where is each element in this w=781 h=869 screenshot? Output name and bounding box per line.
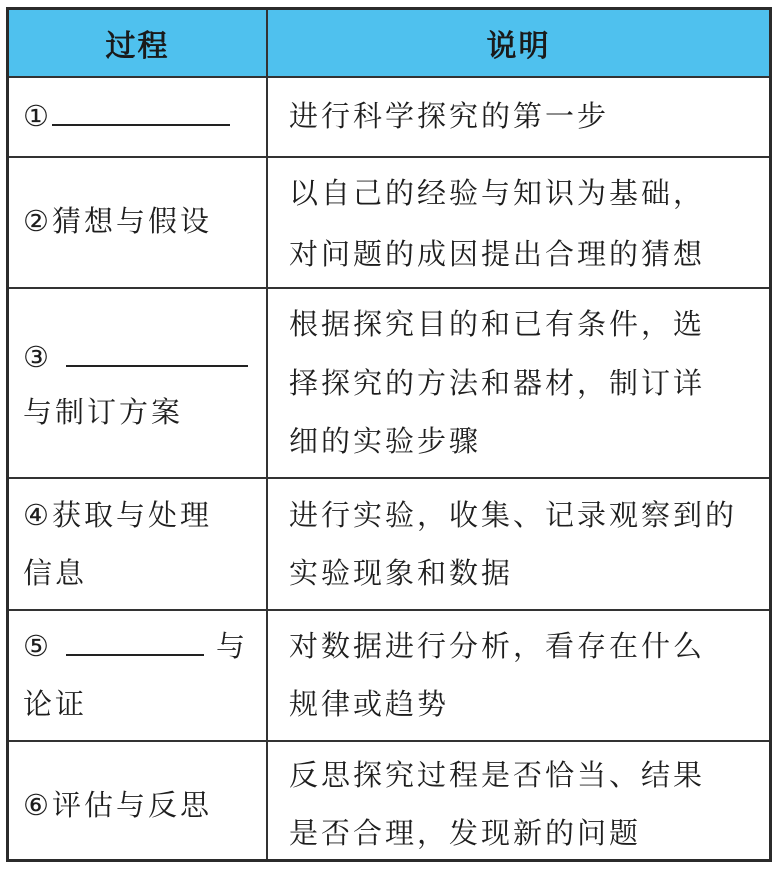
process-cell <box>9 289 268 477</box>
table-row <box>9 78 769 158</box>
explanation-line: 根据探究目的和已有条件，选 <box>289 307 706 341</box>
process-label: 猜想与假设 <box>52 204 213 238</box>
table-row <box>9 611 769 742</box>
explanation-line: 对问题的成因提出合理的猜想 <box>289 237 706 271</box>
explanation-line: 进行科学探究的第一步 <box>289 99 610 133</box>
header-cell-process <box>9 10 268 76</box>
process-cell <box>9 479 268 609</box>
explanation-line: 实验现象和数据 <box>289 556 514 590</box>
header-cell-explanation <box>268 10 769 76</box>
table-row <box>9 479 769 611</box>
process-cell <box>9 611 268 740</box>
table-header-row <box>9 10 769 78</box>
step-number: ① <box>23 99 49 133</box>
explanation-cell <box>268 611 769 740</box>
science-inquiry-table <box>6 7 772 862</box>
header-explanation-label: 说明 <box>486 29 551 64</box>
explanation-cell <box>268 158 769 287</box>
step-number: ④ <box>23 498 49 532</box>
explanation-line: 对数据进行分析，看存在什么 <box>289 629 706 663</box>
explanation-cell <box>268 78 769 156</box>
explanation-line: 择探究的方法和器材，制订详 <box>289 366 706 400</box>
explanation-cell <box>268 742 769 859</box>
process-label: 信息 <box>23 556 88 590</box>
table-row <box>9 158 769 289</box>
explanation-cell <box>268 289 769 477</box>
process-cell <box>9 742 268 859</box>
explanation-line: 以自己的经验与知识为基础， <box>289 176 706 210</box>
explanation-line: 是否合理，发现新的问题 <box>289 816 642 850</box>
process-label: 论证 <box>23 687 88 721</box>
process-label: 获取与处理 <box>52 498 213 532</box>
process-label: 与制订方案 <box>23 395 184 429</box>
answer-blank[interactable] <box>52 98 230 126</box>
step-number: ⑥ <box>23 788 49 822</box>
table-row <box>9 742 769 859</box>
process-cell <box>9 78 268 156</box>
answer-blank[interactable] <box>66 339 248 367</box>
step-number: ⑤ <box>23 629 49 663</box>
explanation-cell <box>268 479 769 609</box>
table-row <box>9 289 769 479</box>
explanation-line: 规律或趋势 <box>289 687 450 721</box>
step-number: ③ <box>23 340 49 374</box>
process-cell <box>9 158 268 287</box>
step-number: ② <box>23 204 49 238</box>
explanation-line: 进行实验，收集、记录观察到的 <box>289 498 738 532</box>
answer-blank[interactable] <box>66 628 204 656</box>
process-label: 评估与反思 <box>52 788 213 822</box>
explanation-line: 细的实验步骤 <box>289 424 482 458</box>
explanation-line: 反思探究过程是否恰当、结果 <box>289 758 706 792</box>
header-process-label: 过程 <box>105 29 170 64</box>
process-label: 与 <box>216 629 249 663</box>
